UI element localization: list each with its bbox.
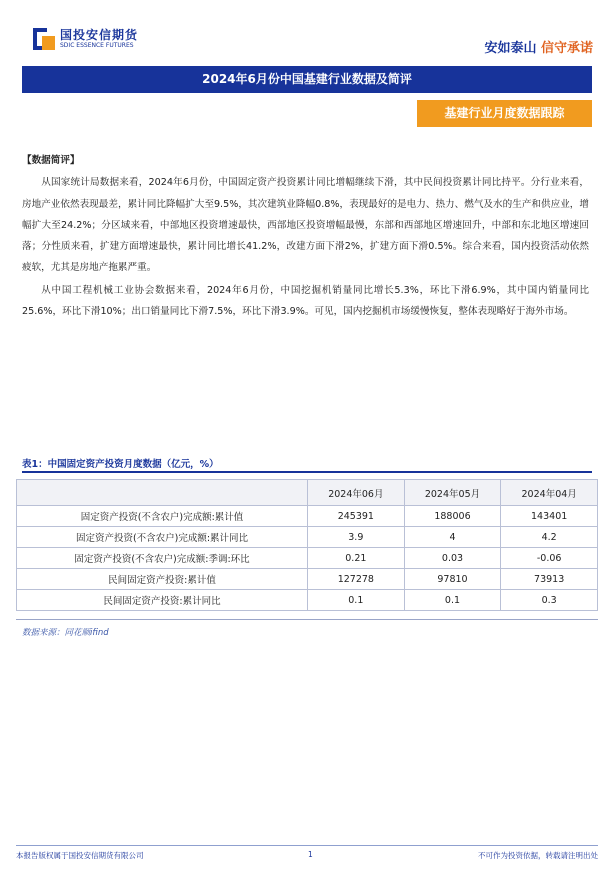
logo-cn-text: 国投安信期货 <box>60 27 139 42</box>
table-title-rule <box>22 471 592 473</box>
table-cell: 127278 <box>308 569 405 590</box>
table-row <box>17 569 598 590</box>
row-label: 固定资产投资(不含农户)完成额:季调:环比 <box>17 548 308 569</box>
table-cell: 0.1 <box>404 590 501 611</box>
header-cell-2024-04: 2024年04月 <box>501 480 598 506</box>
table-cell: 4.2 <box>501 527 598 548</box>
report-subtitle: 基建行业月度数据跟踪 <box>417 100 592 127</box>
table-cell: -0.06 <box>501 548 598 569</box>
header-cell-2024-05: 2024年05月 <box>404 480 501 506</box>
investment-table <box>16 479 598 611</box>
row-label: 固定资产投资(不含农户)完成额:累计值 <box>17 506 308 527</box>
table-row <box>17 548 598 569</box>
section-heading: 【数据简评】 <box>22 155 80 166</box>
commentary-section <box>22 150 589 323</box>
header-cell-label <box>17 480 308 506</box>
footer-disclaimer: 不可作为投资依据，转载请注明出处 <box>478 851 598 860</box>
row-label: 固定资产投资(不含农户)完成额:累计同比 <box>17 527 308 548</box>
slogan-part-1: 安如泰山 <box>484 41 537 56</box>
source-rule <box>16 619 598 620</box>
table-row <box>17 506 598 527</box>
table-header-row <box>17 480 598 506</box>
table-cell: 143401 <box>501 506 598 527</box>
table-cell: 0.3 <box>501 590 598 611</box>
paragraph-1: 从国家统计局数据来看，2024年6月份，中国固定资产投资累计同比增幅继续下滑，其中民间投资累计同比持平。分行业来看，房地产业依然表现最差，累计同比降幅扩大至9.5%，其次建筑业降幅0.8%，表现最好的是电力、热力、燃气及水的生产和供应业，增幅扩大至24.2%；分区域来看，中部地区投资增速最快，西部地区投资增幅最慢，东部和西部地区增速回升，中部和东北地区增速回落；分性质来看，扩建方面增速最快，累计同比增长41.2%，改建方面下滑2%，扩建方面下滑0.5%。综合来看，国内投资活动依然疲软，尤其是房地产拖累严重。 <box>22 177 589 274</box>
logo-en-text: SDIC ESSENCE FUTURES <box>60 41 134 49</box>
table-row <box>17 527 598 548</box>
slogan <box>484 37 593 56</box>
table-cell: 188006 <box>404 506 501 527</box>
table-title: 表1：中国固定资产投资月度数据（亿元，%） <box>22 459 219 470</box>
paragraph-2: 从中国工程机械工业协会数据来看，2024年6月份，中国挖掘机销量同比增长5.3%，环比下滑6.9%，其中国内销量同比25.6%，环比下滑10%；出口销量同比下滑7.5%，环比下滑3.9%。可见，国内挖掘机市场缓慢恢复，整体表现略好于海外市场。 <box>22 284 589 318</box>
table-row <box>17 590 598 611</box>
row-label: 民间固定资产投资:累计值 <box>17 569 308 590</box>
table-cell: 73913 <box>501 569 598 590</box>
page-number: 1 <box>308 850 313 859</box>
table-cell: 4 <box>404 527 501 548</box>
footer-copyright: 本报告版权属于国投安信期货有限公司 <box>16 851 144 860</box>
footer-rule <box>16 845 598 846</box>
header-cell-2024-06: 2024年06月 <box>308 480 405 506</box>
report-title: 2024年6月份中国基建行业数据及简评 <box>22 66 592 93</box>
logo-icon <box>33 28 55 50</box>
row-label: 民间固定资产投资:累计同比 <box>17 590 308 611</box>
table-cell: 0.03 <box>404 548 501 569</box>
table-cell: 0.1 <box>308 590 405 611</box>
table-cell: 0.21 <box>308 548 405 569</box>
slogan-part-2: 信守承诺 <box>540 41 593 56</box>
table-cell: 3.9 <box>308 527 405 548</box>
data-source: 数据来源：同花顺ifind <box>22 628 109 638</box>
table-cell: 97810 <box>404 569 501 590</box>
table-cell: 245391 <box>308 506 405 527</box>
company-logo <box>33 28 138 50</box>
